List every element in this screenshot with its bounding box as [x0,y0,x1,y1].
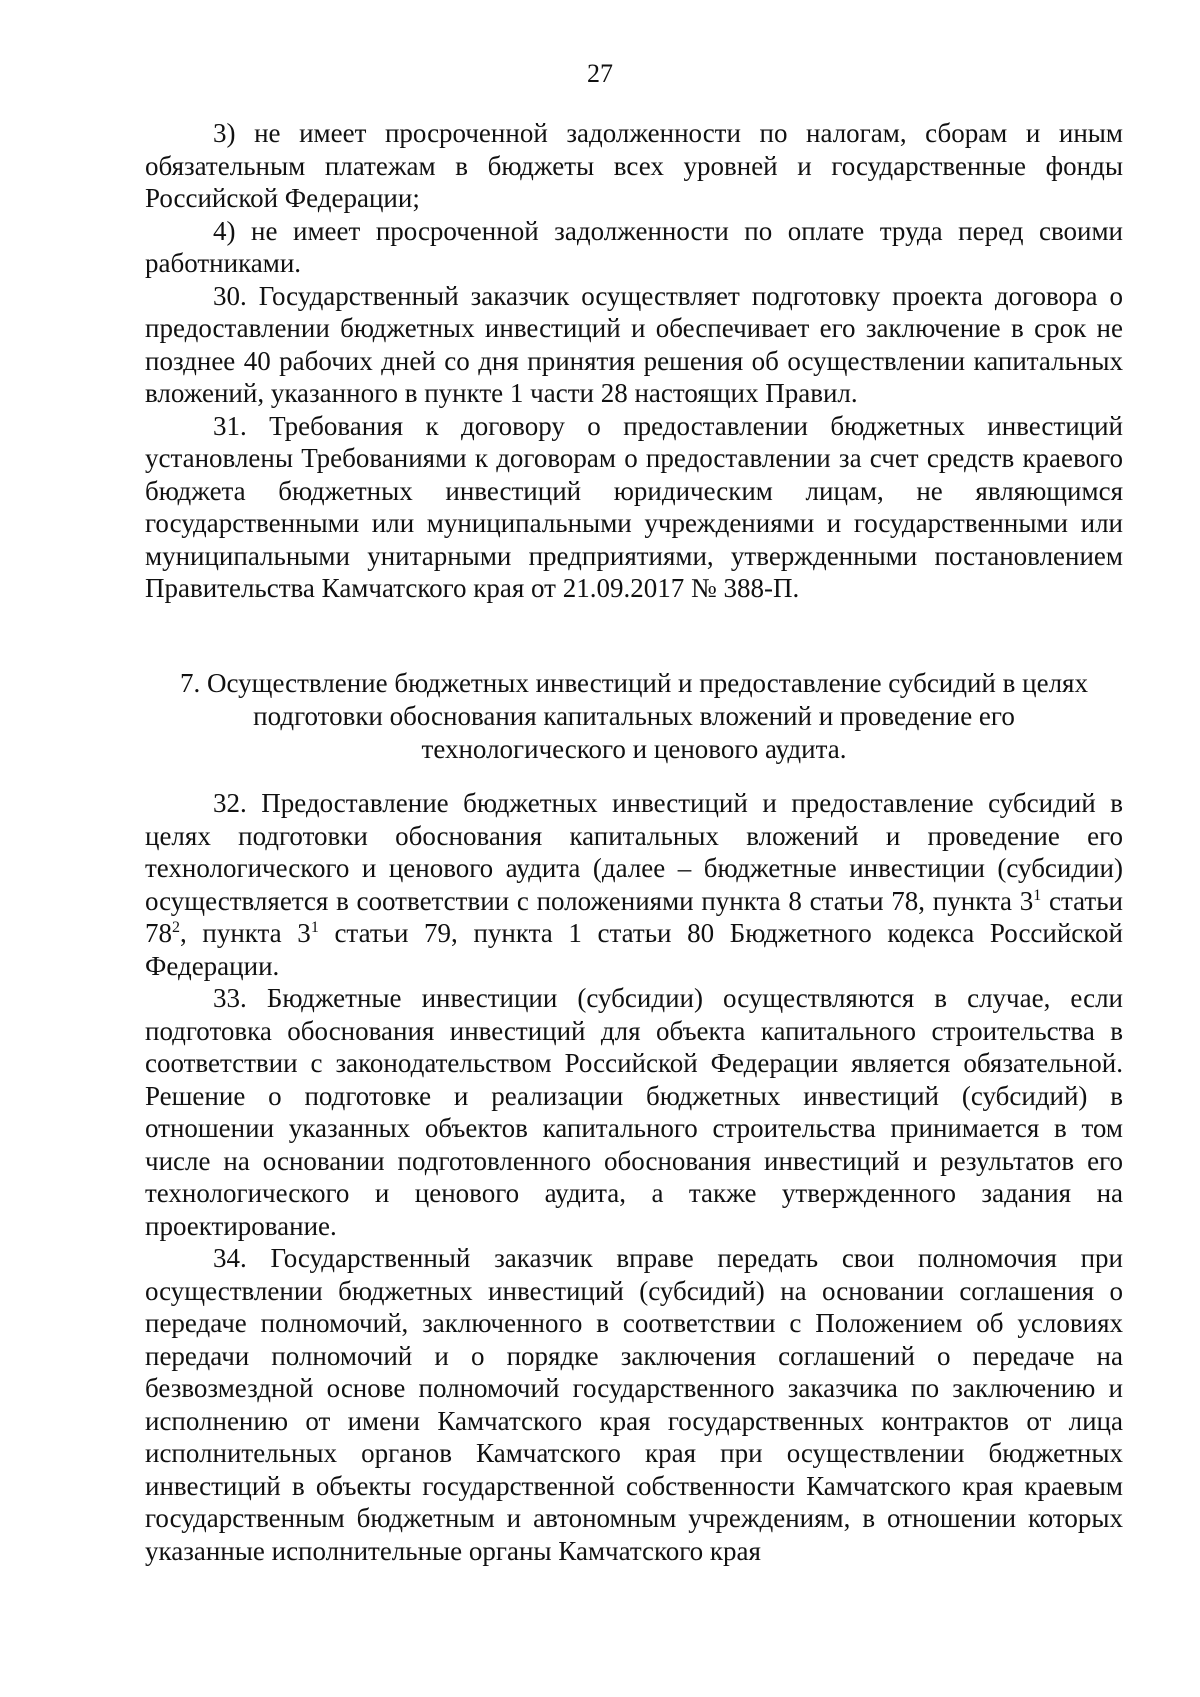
paragraph-31: 31. Требования к договору о предоставлении бюджетных инвестиций установлены Требованиями к договорам о предоставлении за счет средств краевого бюджета бюджетных инвестиций юридическим лицам, не являющимся государственными или муниципальными учреждениями и государственными или муниципальными унитарными предприятиями, утвержденными постановлением Правительства Камчатского края от 21.09.2017 № 388-П. [145,410,1123,603]
paragraph-32-part-2: статьи 78 [145,885,1123,948]
section-heading-line-3: технологического и ценового аудита. [421,734,847,764]
text-block-bottom [145,787,1123,1567]
page-number: 27 [587,59,613,88]
paragraph-33: 33. Бюджетные инвестиции (субсидии) осуществляются в случае, если подготовка обоснования инвестиций для объекта капитального строительства в соответствии с законодательством Российской Федерации является обязательной. Решение о подготовке и реализации бюджетных инвестиций (субсидий) в отношении указанных объектов капитального строительства принимается в том числе на основании подготовленного обоснования инвестиций и результатов его технологического и ценового аудита, а также утвержденного задания на проектирование. [145,983,1123,1241]
superscript-3: 1 [310,919,319,936]
paragraph-34: 34. Государственный заказчик вправе передать свои полномочия при осуществлении бюджетных инвестиций (субсидий) на основании соглашения о передаче полномочий, заключенного в соответствии с Положением об условиях передачи полномочий и о порядке заключения соглашений о передаче на безвозмездной основе полномочий государственного заказчика по заключению и исполнению от имени Камчатского края государственных контрактов от лица исполнительных органов Камчатского края при осуществлении бюджетных инвестиций в объекты государственной собственности Камчатского края краевым государственным бюджетным и автономным учреждениям, в отношении которых указанные исполнительные органы Камчатского края [145,1243,1123,1566]
paragraph-item-3: 3) не имеет просроченной задолженности по налогам, сборам и иным обязательным платежам в бюджеты всех уровней и государственные фонды Российской Федерации; [145,118,1123,213]
section-heading-line-2: подготовки обоснования капитальных вложений и проведение его [253,701,1015,731]
superscript-1: 1 [1033,886,1042,904]
section-heading [145,667,1123,766]
superscript-2: 2 [172,919,180,936]
paragraph-item-4: 4) не имеет просроченной задолженности по оплате труда перед своими работниками. [145,215,1123,278]
text-block-top [145,117,1123,605]
section-heading-line-1: 7. Осуществление бюджетных инвестиций и предоставление субсидий в целях [180,668,1088,698]
paragraph-32 [145,787,1123,982]
paragraph-32-part-3: , пункта 3 [180,918,311,948]
paragraph-32-part-4: статьи 79, пункта 1 статьи 80 Бюджетного кодекса Российской Федерации. [145,918,1123,981]
paragraph-30: 30. Государственный заказчик осуществляет подготовку проекта договора о предоставлении бюджетных инвестиций и обеспечивает его заключение в срок не позднее 40 рабочих дней со дня принятия решения об осуществлении капитальных вложений, указанного в пункте 1 части 28 настоящих Правил. [145,280,1123,408]
paragraph-32-part-1: 32. Предоставление бюджетных инвестиций и предоставление субсидий в целях подготовки обоснования капитальных вложений и проведение его технологического и ценового аудита (далее – бюджетные инвестиции (субсидии) осуществляется в соответствии с положениями пункта 8 статьи 78, пункта 3 [145,788,1123,916]
